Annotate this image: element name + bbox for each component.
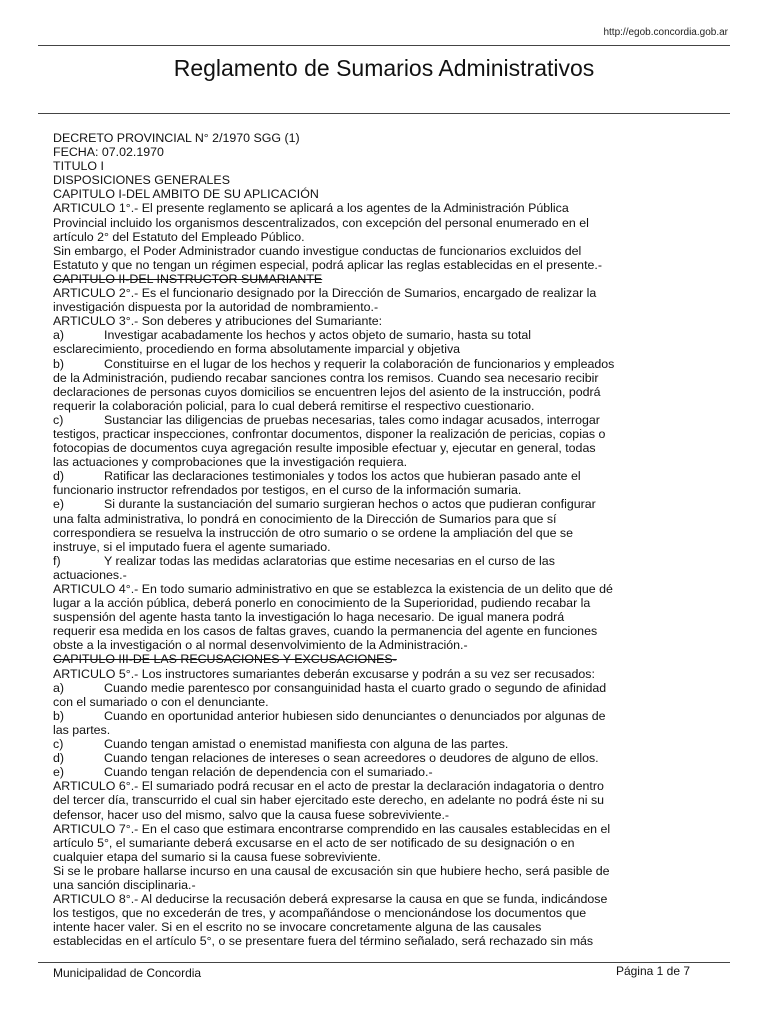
line-text: Cuando tengan relación de dependencia con el sumariado.- — [104, 765, 433, 780]
list-marker: d) — [53, 751, 65, 766]
line-text: Cuando medie parentesco por consanguinidad hasta el cuarto grado o segundo de afinidad — [104, 680, 607, 695]
text-line — [53, 512, 643, 526]
text-line — [53, 526, 643, 540]
list-marker: a) — [53, 328, 65, 343]
line-text: fotocopias de documentos cuya agregación resulte imposible efectuar y, ejecutar en general, todas — [53, 441, 596, 456]
list-marker: c) — [53, 412, 64, 427]
text-line — [53, 258, 643, 272]
line-text: Ratificar las declaraciones testimoniales y todos los actos que hubieran pasado ante el — [104, 469, 581, 484]
text-line — [53, 201, 643, 215]
list-marker: e) — [53, 497, 65, 512]
line-text: ARTICULO 3°.- Son deberes y atribuciones del Sumariante: — [53, 314, 383, 329]
text-line — [53, 709, 643, 723]
text-line — [53, 173, 643, 187]
line-text: DECRETO PROVINCIAL N° 2/1970 SGG (1) — [53, 131, 300, 145]
title-rule — [38, 113, 730, 114]
text-line — [53, 652, 643, 666]
line-text: los testigos, que no excederán de tres, y acompañándose o mencionándose los documentos que — [53, 906, 587, 921]
line-text: ARTICULO 2°.- Es el funcionario designado por la Dirección de Sumarios, encargado de realizar la — [53, 286, 597, 301]
text-line — [53, 455, 643, 469]
line-text: ARTICULO 8°.- Al deducirse la recusación deberá expresarse la causa en que se funda, indicándose — [53, 892, 608, 907]
text-line — [53, 385, 643, 399]
text-line — [53, 850, 643, 864]
line-text: correspondiera se resuelva la instrucción de otro sumario o se ordene la ampliación del que se — [53, 525, 574, 540]
line-text: TITULO I — [53, 159, 104, 174]
line-text: artículo 2° del Estatuto del Empleado Público. — [53, 229, 305, 244]
text-line — [53, 540, 643, 554]
document-body — [53, 131, 643, 948]
text-line — [53, 836, 643, 850]
text-line — [53, 371, 643, 385]
text-line — [53, 483, 643, 497]
line-text: las partes. — [53, 722, 111, 737]
text-line — [53, 751, 643, 765]
text-line — [53, 723, 643, 737]
page-title: Reglamento de Sumarios Administrativos — [173, 55, 595, 81]
text-line — [53, 695, 643, 709]
line-text: CAPITULO II-DEL INSTRUCTOR SUMARIANTE — [53, 271, 323, 286]
text-line — [53, 878, 643, 892]
line-text: ARTICULO 4°.- En todo sumario administrativo en que se establezca la existencia de un delito que dé — [53, 582, 613, 596]
line-text: Sin embargo, el Poder Administrador cuando investigue conductas de funcionarios excluidos del — [53, 243, 582, 258]
text-line — [53, 582, 643, 596]
line-text: obste a la investigación o al normal desenvolvimiento de la Administración.- — [53, 638, 468, 653]
line-text: requerir la colaboración policial, para lo cual deberá remitirse el respectivo cuestionario. — [53, 398, 535, 413]
text-line — [53, 779, 643, 793]
text-line — [53, 667, 643, 681]
header-url: http://egob.concordia.gob.ar — [603, 27, 728, 38]
text-line — [53, 624, 643, 638]
text-line — [53, 328, 643, 342]
text-line — [53, 892, 643, 906]
text-line — [53, 808, 643, 822]
text-line — [53, 145, 643, 159]
list-marker: d) — [53, 469, 65, 484]
line-text: Sustanciar las diligencias de pruebas necesarias, tales como indagar acusados, interrogar — [104, 412, 600, 427]
list-marker: c) — [53, 737, 64, 752]
footer-rule — [38, 962, 730, 963]
text-line — [53, 596, 643, 610]
text-line — [53, 314, 643, 328]
list-marker: a) — [53, 680, 65, 695]
text-line — [53, 568, 643, 582]
line-text: lugar a la acción pública, deberá ponerlo en conocimiento de la Superioridad, pudiendo recabar la — [53, 596, 591, 611]
text-line — [53, 906, 643, 920]
line-text: suspensión del agente hasta tanto la investigación lo haga necesario. De igual manera podrá — [53, 610, 565, 625]
line-text: cualquier etapa del sumario si la causa fuese sobreviviente. — [53, 849, 381, 864]
list-marker: e) — [53, 765, 65, 780]
text-line — [53, 342, 643, 356]
line-text: ARTICULO 5°.- Los instructores sumariantes deberán excusarse y podrán a su vez ser recusados: — [53, 666, 595, 681]
text-line — [53, 244, 643, 258]
line-text: Y realizar todas las medidas aclaratorias que estime necesarias en el curso de las — [104, 553, 555, 568]
line-text: ARTICULO 6°.- El sumariado podrá recusar en el acto de prestar la declaración indagatoria o dentro — [53, 779, 604, 794]
line-text: investigación dispuesta por la autoridad de nombramiento.- — [53, 300, 379, 315]
text-line — [53, 131, 643, 145]
line-text: intente hacer valer. Si en el escrito no se invocare concretamente alguna de las causales — [53, 920, 542, 935]
line-text: DISPOSICIONES GENERALES — [53, 173, 230, 188]
line-text: Estatuto y que no tengan un régimen especial, podrá aplicar las reglas establecidas en el presente.- — [53, 257, 602, 272]
text-line — [53, 399, 643, 413]
text-line — [53, 497, 643, 511]
line-text: Si durante la sustanciación del sumario surgieran hechos o actos que pudieran configurar — [104, 497, 596, 512]
footer-organization: Municipalidad de Concordia — [53, 966, 202, 980]
text-line — [53, 441, 643, 455]
line-text: artículo 5°, el sumariante deberá excusarse en el acto de ser notificado de su designación o en — [53, 835, 575, 850]
line-text: requerir esa medida en los casos de faltas graves, cuando la permanencia del agente en funciones — [53, 624, 598, 639]
line-text: una sanción disciplinaria.- — [53, 877, 196, 892]
text-line — [53, 934, 643, 948]
line-text: Cuando tengan relaciones de intereses o sean acreedores o deudores de alguno de ellos. — [104, 751, 599, 766]
text-line — [53, 427, 643, 441]
line-text: CAPITULO III-DE LAS RECUSACIONES Y EXCUSACIONES- — [53, 652, 397, 667]
text-line — [53, 793, 643, 807]
line-text: testigos, practicar inspecciones, confrontar documentos, disponer la realización de pericias, copias o — [53, 426, 606, 441]
page-number: Página 1 de 7 — [615, 964, 690, 978]
line-text: FECHA: 07.02.1970 — [53, 145, 164, 160]
line-text: establecidas en el artículo 5°, o se presentare fuera del término señalado, será rechazado sin más — [53, 934, 594, 949]
text-line — [53, 822, 643, 836]
line-text: con el sumariado o con el denunciante. — [53, 694, 269, 709]
line-text: defensor, hacer uso del mismo, salvo que la causa fuese sobreviviente.- — [53, 807, 450, 822]
line-text: declaraciones de personas cuyos domicilios se encuentren lejos del asiento de la instrucción, podrá — [53, 384, 601, 399]
text-line — [53, 765, 643, 779]
line-text: Provincial incluido los organismos descentralizados, con excepción del personal enumerado en el — [53, 215, 589, 230]
line-text: del tercer día, transcurrido el cual sin haber ejercitado este derecho, en adelante no podrá éste ni su — [53, 793, 605, 808]
text-line — [53, 469, 643, 483]
text-line — [53, 272, 643, 286]
list-marker: b) — [53, 708, 65, 723]
text-line — [53, 554, 643, 568]
line-text: Cuando tengan amistad o enemistad manifiesta con alguna de las partes. — [104, 737, 509, 752]
text-line — [53, 357, 643, 371]
text-line — [53, 286, 643, 300]
list-marker: b) — [53, 356, 65, 371]
text-line — [53, 159, 643, 173]
text-line — [53, 638, 643, 652]
list-marker: f) — [53, 553, 61, 568]
line-text: actuaciones.- — [53, 567, 127, 582]
header-rule — [38, 45, 730, 46]
line-text: ARTICULO 7°.- En el caso que estimara encontrarse comprendido en las causales establecidas en el — [53, 821, 611, 836]
line-text: de la Administración, pudiendo recabar sanciones contra los remisos. Cuando sea necesario recibir — [53, 370, 599, 385]
line-text: las actuaciones y comprobaciones que la investigación requiera. — [53, 455, 408, 470]
text-line — [53, 187, 643, 201]
line-text: Cuando en oportunidad anterior hubiesen sido denunciantes o denunciados por algunas de — [104, 708, 606, 723]
line-text: Constituirse en el lugar de los hechos y requerir la colaboración de funcionarios y empleados — [104, 356, 615, 371]
line-text: CAPITULO I-DEL AMBITO DE SU APLICACIÓN — [53, 187, 319, 202]
line-text: esclarecimiento, procediendo en forma absolutamente imparcial y objetiva — [53, 342, 461, 357]
line-text: una falta administrativa, lo pondrá en conocimiento de la Dirección de Sumarios para que sí — [53, 511, 557, 526]
text-line — [53, 413, 643, 427]
text-line — [53, 864, 643, 878]
text-line — [53, 610, 643, 624]
text-line — [53, 681, 643, 695]
text-line — [53, 216, 643, 230]
line-text: ARTICULO 1°.- El presente reglamento se aplicará a los agentes de la Administración Pública — [53, 201, 569, 216]
text-line — [53, 300, 643, 314]
line-text: instruye, si el imputado fuera el agente sumariado. — [53, 539, 331, 554]
text-line — [53, 737, 643, 751]
line-text: funcionario instructor refrendados por testigos, en el curso de la información sumaria. — [53, 483, 522, 498]
line-text: Si se le probare hallarse incurso en una causal de excusación sin que hubiere hecho, será pasible de — [53, 863, 610, 878]
text-line — [53, 920, 643, 934]
text-line — [53, 230, 643, 244]
line-text: Investigar acabadamente los hechos y actos objeto de sumario, hasta su total — [104, 328, 532, 343]
